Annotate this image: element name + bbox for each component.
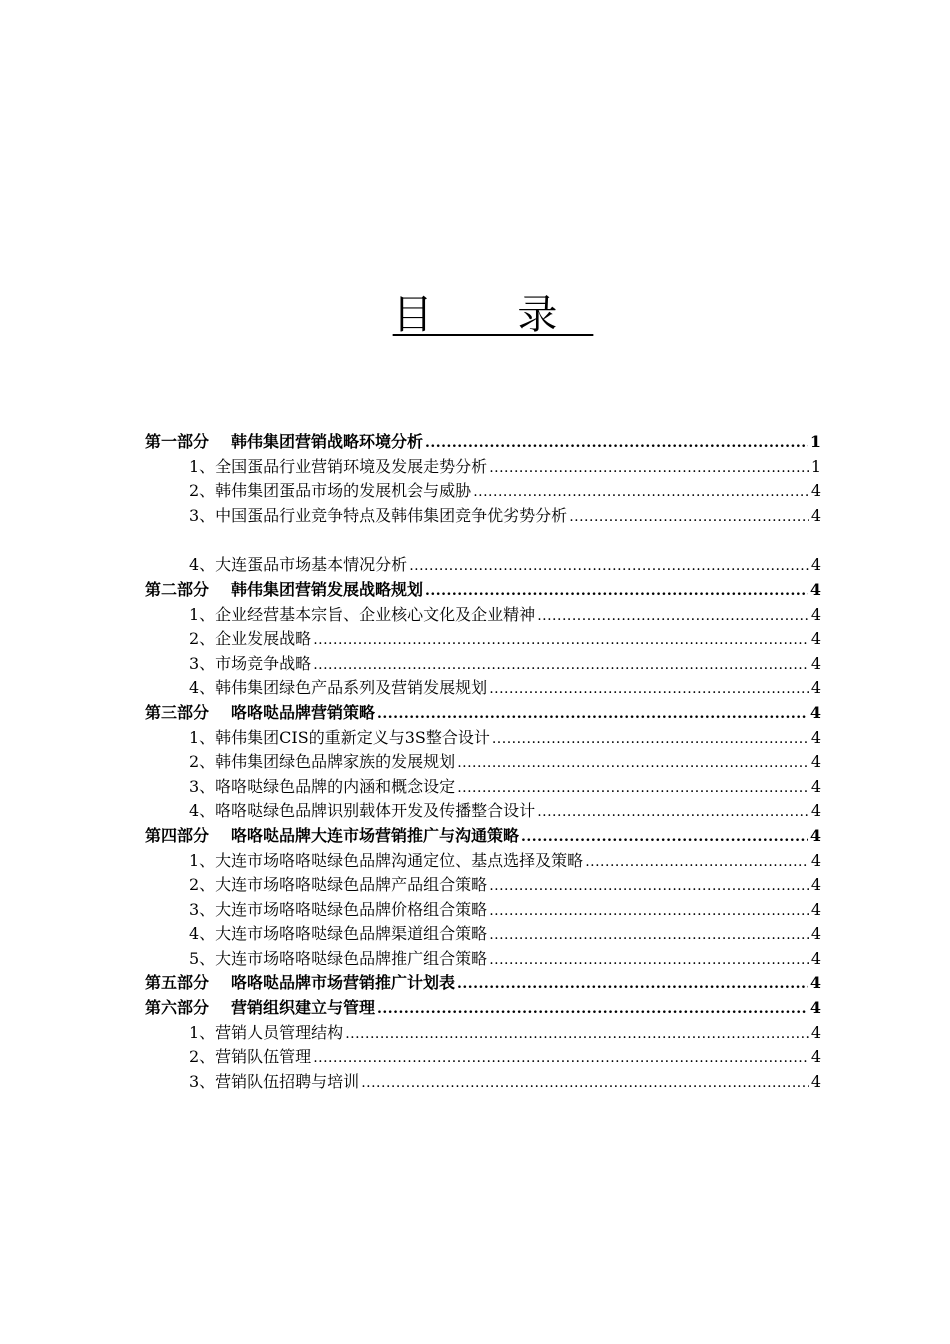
toc-entry-label — [189, 455, 487, 480]
toc-dot-leader — [489, 899, 809, 924]
toc-entry-label — [189, 652, 311, 677]
toc-entry-title: 1、企业经营基本宗旨、企业核心文化及企业精神 — [189, 604, 536, 624]
toc-page-number: 4 — [810, 629, 821, 649]
toc-entry-title: 5、大连市场咯咯哒绿色品牌推广组合策略 — [189, 948, 488, 968]
toc-entry-title: 3、市场竞争战略 — [189, 653, 312, 673]
toc-entry-title: 3、中国蛋品行业竞争特点及韩伟集团竞争优劣势分析 — [189, 505, 568, 525]
toc-page-number: 1 — [810, 456, 821, 476]
toc-entry-title: 咯咯哒品牌大连市场营销推广与沟通策略 — [231, 825, 520, 845]
toc-page-number: 4 — [810, 875, 821, 895]
toc-page-number: 4 — [809, 998, 821, 1018]
page-title — [0, 290, 950, 340]
toc-entry-label — [189, 947, 487, 972]
toc-section-entry[interactable] — [145, 1070, 821, 1095]
toc-section-entry[interactable] — [145, 947, 821, 972]
toc-entry-title: 2、韩伟集团蛋品市场的发展机会与威胁 — [189, 481, 472, 501]
toc-page-number: 4 — [810, 727, 821, 747]
toc-entry-title: 营销组织建立与管理 — [231, 998, 376, 1018]
toc-dot-leader — [425, 431, 808, 456]
toc-part-entry[interactable] — [145, 578, 821, 603]
toc-dot-leader — [313, 653, 809, 678]
toc-section-entry[interactable] — [145, 750, 821, 775]
toc-entry-title: 韩伟集团营销战略环境分析 — [231, 432, 424, 451]
toc-entry-label — [189, 799, 535, 824]
toc-entry-label — [189, 750, 455, 775]
toc-entry-label — [189, 726, 490, 751]
toc-page-number: 4 — [810, 776, 821, 796]
toc-page-number: 4 — [810, 481, 821, 501]
toc-dot-leader — [489, 874, 809, 899]
toc-dot-leader — [473, 480, 809, 505]
toc-entry-title: 3、营销队伍招聘与培训 — [189, 1071, 360, 1091]
toc-entry-label — [145, 971, 455, 996]
toc-section-entry[interactable] — [145, 553, 821, 578]
toc-dot-leader — [313, 1046, 809, 1071]
toc-entry-title: 1、全国蛋品行业营销环境及发展走势分析 — [189, 456, 488, 476]
toc-page-number: 4 — [810, 752, 821, 772]
toc-section-entry[interactable] — [145, 455, 821, 480]
toc-dot-leader — [569, 505, 809, 530]
toc-section-entry[interactable] — [145, 775, 821, 800]
toc-entry-label — [189, 775, 455, 800]
toc-page-number: 1 — [809, 432, 821, 451]
toc-part-number: 第六部分 — [145, 998, 210, 1018]
toc-section-entry[interactable] — [145, 504, 821, 529]
toc-page-number: 4 — [810, 801, 821, 821]
toc-part-number: 第一部分 — [145, 432, 210, 451]
toc-part-entry[interactable] — [145, 971, 821, 996]
toc-entry-label — [189, 1021, 343, 1046]
toc-entry-title: 4、大连市场咯咯哒绿色品牌渠道组合策略 — [189, 924, 488, 944]
toc-part-number: 第三部分 — [145, 702, 210, 722]
toc-page-number: 4 — [810, 653, 821, 673]
toc-section-entry[interactable] — [145, 627, 821, 652]
toc-entry-title: 咯咯哒品牌营销策略 — [231, 702, 376, 722]
toc-entry-label — [189, 898, 487, 923]
toc-entry-label — [189, 922, 487, 947]
toc-section-entry[interactable] — [145, 873, 821, 898]
toc-entry-label — [189, 676, 487, 701]
toc-entry-label — [145, 701, 375, 726]
toc-dot-leader — [489, 948, 809, 973]
toc-entry-label — [189, 627, 311, 652]
toc-page-number: 4 — [810, 678, 821, 698]
toc-entry-title: 4、咯咯哒绿色品牌识别载体开发及传播整合设计 — [189, 801, 536, 821]
toc-section-entry[interactable] — [145, 849, 821, 874]
toc-page-number: 4 — [810, 1071, 821, 1091]
toc-part-entry[interactable] — [145, 824, 821, 849]
toc-section-entry[interactable] — [145, 898, 821, 923]
toc-entry-label — [189, 849, 583, 874]
toc-dot-leader — [313, 628, 809, 653]
toc-dot-leader — [457, 972, 808, 997]
toc-page-number: 4 — [810, 1022, 821, 1042]
toc-entry-title: 2、大连市场咯咯哒绿色品牌产品组合策略 — [189, 875, 488, 895]
toc-entry-label — [145, 996, 375, 1021]
toc-section-entry[interactable] — [145, 603, 821, 628]
toc-entry-title: 韩伟集团营销发展战略规划 — [231, 579, 424, 599]
toc-dot-leader — [457, 751, 809, 776]
toc-entry-title: 2、韩伟集团绿色品牌家族的发展规划 — [189, 752, 456, 772]
toc-section-entry[interactable] — [145, 726, 821, 751]
toc-dot-leader — [537, 800, 809, 825]
toc-page-number: 4 — [810, 850, 821, 870]
toc-section-entry[interactable] — [145, 922, 821, 947]
toc-part-entry[interactable] — [145, 996, 821, 1021]
toc-entry-label — [189, 1070, 359, 1095]
toc-section-entry[interactable] — [145, 1021, 821, 1046]
toc-section-entry[interactable] — [145, 799, 821, 824]
toc-page-number: 4 — [810, 924, 821, 944]
toc-section-entry[interactable] — [145, 652, 821, 677]
toc-entry-title: 咯咯哒品牌市场营销推广计划表 — [231, 973, 456, 993]
toc-entry-label — [145, 824, 519, 849]
toc-page-number: 4 — [810, 555, 821, 575]
toc-dot-leader — [377, 997, 808, 1022]
toc-entry-label — [145, 430, 423, 455]
toc-dot-leader — [492, 727, 809, 752]
toc-page-number: 4 — [810, 604, 821, 624]
toc-entry-label — [189, 479, 471, 504]
toc-page-number: 4 — [810, 505, 821, 525]
toc-dot-leader — [489, 923, 809, 948]
toc-page-number: 4 — [809, 825, 821, 845]
toc-part-entry[interactable] — [145, 430, 821, 455]
toc-entry-title: 2、企业发展战略 — [189, 629, 312, 649]
toc-section-entry[interactable] — [145, 676, 821, 701]
toc-entry-title: 2、营销队伍管理 — [189, 1047, 312, 1067]
table-of-contents — [145, 430, 821, 1094]
toc-page-number: 4 — [809, 579, 821, 599]
toc-page-number: 4 — [809, 973, 821, 993]
toc-dot-leader — [585, 850, 809, 875]
toc-entry-title: 4、大连蛋品市场基本情况分析 — [189, 555, 408, 575]
toc-dot-leader — [457, 776, 809, 801]
toc-dot-leader — [489, 456, 809, 481]
toc-section-entry[interactable] — [145, 1045, 821, 1070]
toc-dot-leader — [345, 1022, 809, 1047]
toc-page-number: 4 — [810, 1047, 821, 1067]
toc-part-entry[interactable] — [145, 701, 821, 726]
toc-dot-leader — [521, 825, 808, 850]
toc-entry-title: 1、大连市场咯咯哒绿色品牌沟通定位、基点选择及策略 — [189, 850, 584, 870]
toc-entry-label — [189, 504, 567, 529]
toc-dot-leader — [425, 579, 808, 604]
toc-entry-title: 4、韩伟集团绿色产品系列及营销发展规划 — [189, 678, 488, 698]
toc-dot-leader — [361, 1071, 809, 1096]
toc-dot-leader — [537, 604, 809, 629]
toc-entry-title: 3、大连市场咯咯哒绿色品牌价格组合策略 — [189, 899, 488, 919]
toc-entry-label — [145, 578, 423, 603]
toc-page-number: 4 — [810, 899, 821, 919]
toc-entry-label — [189, 603, 535, 628]
toc-dot-leader — [489, 677, 809, 702]
toc-entry-title: 1、营销人员管理结构 — [189, 1022, 344, 1042]
toc-entry-label — [189, 873, 487, 898]
toc-entry-label — [189, 1045, 311, 1070]
toc-section-entry[interactable] — [145, 479, 821, 504]
toc-part-number: 第二部分 — [145, 579, 210, 599]
toc-part-number: 第四部分 — [145, 825, 210, 845]
page-title-text: 目 录 — [392, 292, 594, 338]
toc-part-number: 第五部分 — [145, 973, 210, 993]
toc-entry-title: 3、咯咯哒绿色品牌的内涵和概念设定 — [189, 776, 456, 796]
toc-dot-leader — [409, 554, 809, 579]
toc-page-number: 4 — [810, 948, 821, 968]
toc-entry-title: 1、韩伟集团CIS的重新定义与3S整合设计 — [189, 727, 490, 747]
toc-dot-leader — [377, 702, 808, 727]
toc-page-number: 4 — [809, 702, 821, 722]
toc-entry-label — [189, 553, 407, 578]
